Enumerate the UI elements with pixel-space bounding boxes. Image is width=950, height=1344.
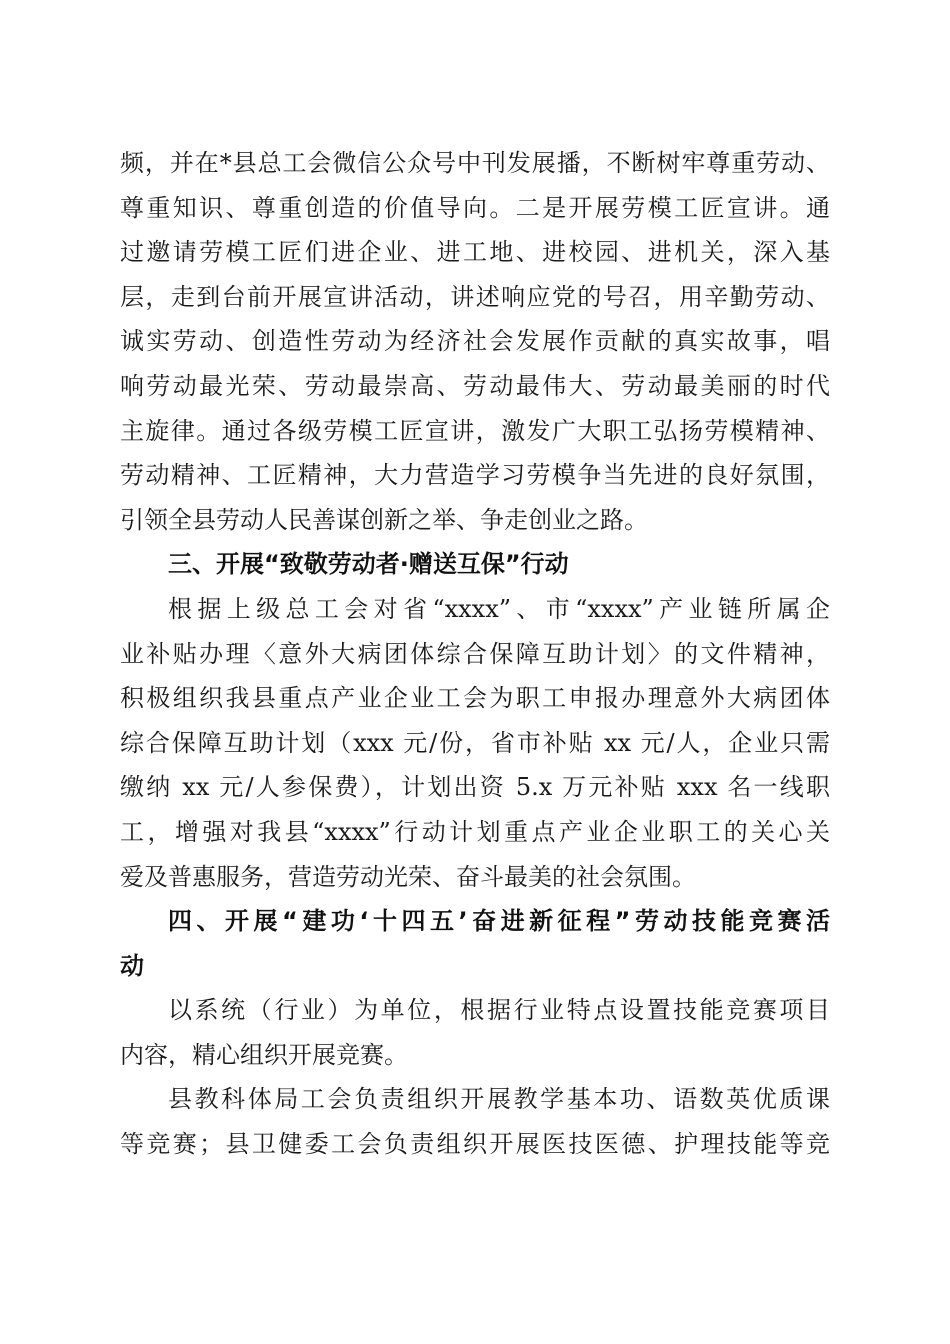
body-line: 层，走到台前开展宣讲活动，讲述响应党的号召，用辛勤劳动、 [120,282,830,311]
body-line: 以系统（行业）为单位，根据行业特点设置技能竞赛项目 [168,996,830,1025]
body-line: 响劳动最光荣、劳动最崇高、劳动最伟大、劳动最美丽的时代 [120,371,830,400]
body-line: 积极组织我县重点产业企业工会为职工申报办理意外大病团体 [120,684,830,713]
body-line: 主旋律。通过各级劳模工匠宣讲，激发广大职工弘扬劳模精神、 [120,416,830,445]
section-4-heading-continued: 动 [120,951,144,980]
section-3-paragraph [120,587,830,899]
body-line: 过邀请劳模工匠们进企业、进工地、进校园、进机关，深入基 [120,238,830,267]
section-4-heading: 四、开展“建功‘十四五’奋进新征程”劳动技能竞赛活 [168,907,830,936]
body-line: 等竞赛；县卫健委工会负责组织开展医技医德、护理技能等竞 [120,1130,830,1159]
body-line: 频，并在*县总工会微信公众号中刊发展播，不断树牢尊重劳动、 [120,149,830,177]
section-3 [120,542,830,899]
body-line: 尊重知识、尊重创造的价值导向。二是开展劳模工匠宣讲。通 [120,193,830,222]
body-line: 县教科体局工会负责组织开展教学基本功、语数英优质课 [168,1085,830,1114]
body-line: 工，增强对我县“xxxx”行动计划重点产业企业职工的关心关 [120,817,830,846]
body-line: 业补贴办理〈意外大病团体综合保障互助计划〉的文件精神， [120,639,830,668]
continued-paragraph [120,141,830,542]
section-4-paragraph-1 [120,988,830,1077]
section-4-paragraph-2 [120,1077,830,1166]
section-4 [120,899,830,1167]
body-line: 根据上级总工会对省“xxxx”、市“xxxx”产业链所属企 [168,594,830,623]
body-line: 引领全县劳动人民善谋创新之举、争走创业之路。 [120,505,648,534]
section-3-heading: 三、开展“致敬劳动者·赠送互保”行动 [168,550,569,579]
body-line: 内容，精心组织开展竞赛。 [120,1040,408,1069]
body-line: 综合保障互助计划（xxx 元/份，省市补贴 xx 元/人，企业只需 [120,728,830,757]
body-line: 缴纳 xx 元/人参保费），计划出资 5.x 万元补贴 xxx 名一线职 [120,773,830,802]
body-line: 诚实劳动、创造性劳动为经济社会发展作贡献的真实故事，唱 [120,327,830,356]
body-line: 爱及普惠服务，营造劳动光荣、奋斗最美的社会氛围。 [120,862,696,891]
body-line: 劳动精神、工匠精神，大力营造学习劳模争当先进的良好氛围， [120,461,830,490]
document-body [120,141,830,1167]
